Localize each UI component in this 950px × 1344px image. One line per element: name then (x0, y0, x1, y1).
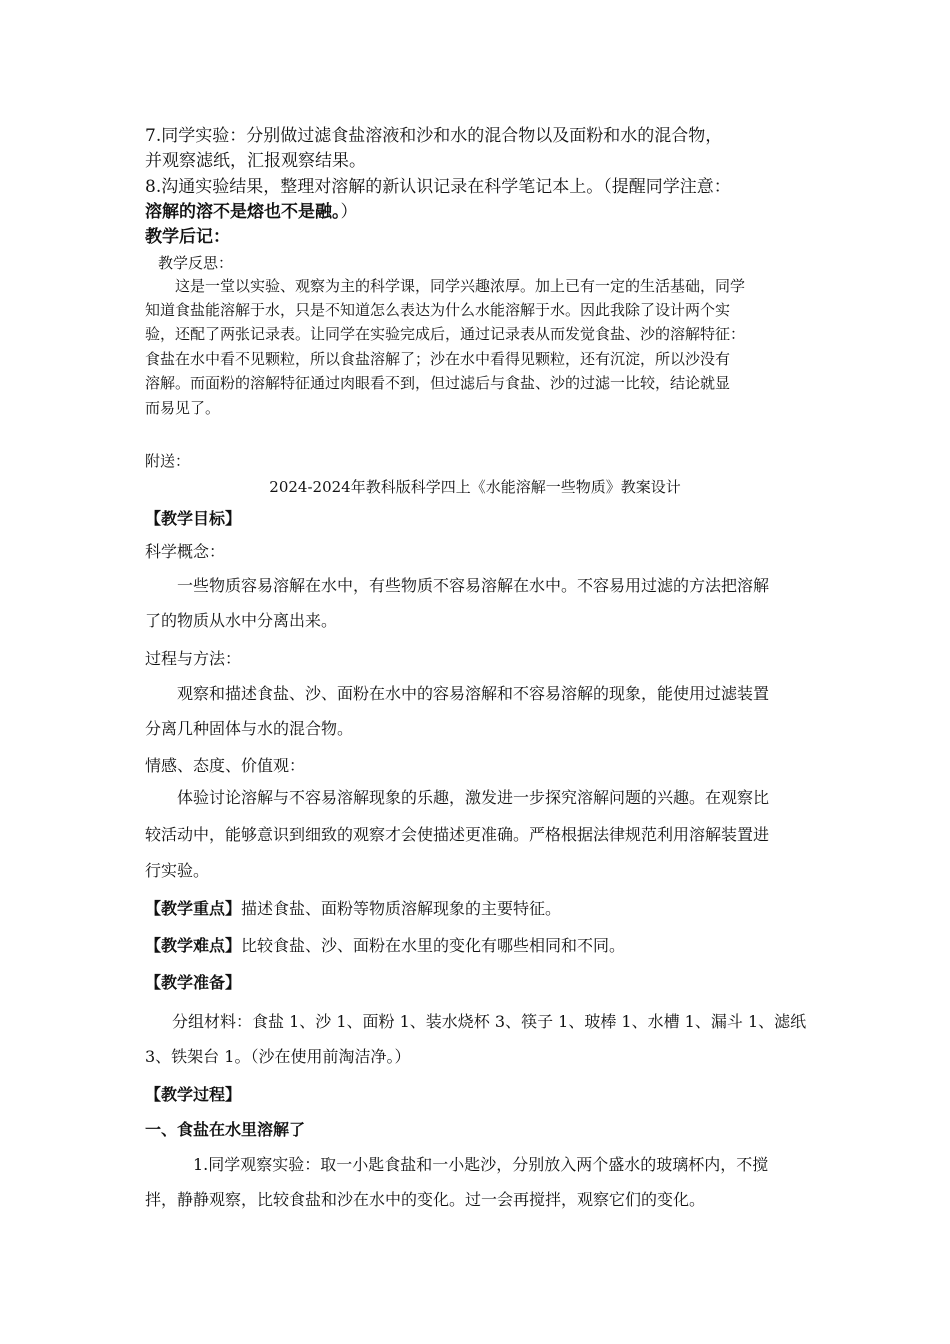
reflection-line: 知道食盐能溶解于水，只是不知道怎么表达为什么水能溶解于水。因此我除了设计两个实 (145, 301, 731, 319)
document-title: 2024-2024年教科版科学四上《水能溶解一些物质》教案设计 (269, 478, 681, 496)
difficulty-line (145, 936, 625, 956)
concept-line: 了的物质从水中分离出来。 (145, 611, 338, 630)
concept-label: 科学概念： (145, 542, 226, 561)
item-8-line-1: 8.沟通实验结果，整理对溶解的新认识记录在科学笔记本上。（提醒同学注意： (145, 177, 731, 197)
concept-line: 一些物质容易溶解在水中，有些物质不容易溶解在水中。不容易用过滤的方法把溶解 (177, 576, 770, 595)
step-1-line: 1.同学观察实验：取一小匙食盐和一小匙沙，分别放入两个盛水的玻璃杯内，不搅 (193, 1155, 769, 1174)
item-8-tail: ） (340, 202, 358, 222)
difficulty-text: 比较食盐、沙、面粉在水里的变化有哪些相同和不同。 (241, 936, 626, 955)
reflection-heading: 教学反思： (158, 254, 234, 272)
reflection-line: 溶解。而面粉的溶解特征通过肉眼看不到，但过滤后与食盐、沙的过滤一比较，结论就显 (145, 374, 731, 392)
reflection-line: 这是一堂以实验、观察为主的科学课，同学兴趣浓厚。加上已有一定的生活基础，同学 (175, 277, 746, 295)
section-1-title: 一、食盐在水里溶解了 (145, 1120, 306, 1139)
attitude-line: 较活动中，能够意识到细致的观察才会使描述更准确。严格根据法律规范利用溶解装置进 (145, 825, 770, 844)
reflection-line: 而易见了。 (145, 399, 221, 417)
process-line: 观察和描述食盐、沙、面粉在水中的容易溶解和不容易溶解的现象，能使用过滤装置 (177, 684, 770, 703)
process-label: 过程与方法： (145, 649, 242, 668)
attitude-line: 体验讨论溶解与不容易溶解现象的乐趣，激发进一步探究溶解问题的兴趣。在观察比 (177, 788, 770, 807)
key-point-text: 描述食盐、面粉等物质溶解现象的主要特征。 (241, 899, 562, 918)
reflection-line: 验，还配了两张记录表。让同学在实验完成后，通过记录表从而发觉食盐、沙的溶解特征： (145, 325, 746, 343)
process-line: 分离几种固体与水的混合物。 (145, 719, 354, 738)
key-point-label: 【教学重点】 (145, 899, 242, 918)
postscript-heading: 教学后记： (145, 227, 230, 247)
item-8-emphasis: 溶解的溶不是熔也不是融。 (145, 202, 341, 222)
process-heading: 【教学过程】 (145, 1085, 242, 1104)
reflection-line: 食盐在水中看不见颗粒，所以食盐溶解了；沙在水中看得见颗粒，还有沉淀，所以沙没有 (145, 350, 731, 368)
item-7-line-2: 并观察滤纸，汇报观察结果。 (145, 151, 366, 171)
preparation-line: 分组材料：食盐 1、沙 1、面粉 1、装水烧杯 3、筷子 1、玻棒 1、水槽 1、漏斗 1、滤纸 (172, 1012, 807, 1031)
preparation-heading: 【教学准备】 (145, 973, 242, 992)
attitude-label: 情感、态度、价值观： (145, 756, 306, 775)
step-1-line: 拌，静静观察，比较食盐和沙在水中的变化。过一会再搅拌，观察它们的变化。 (145, 1190, 706, 1209)
difficulty-label: 【教学难点】 (145, 936, 242, 955)
item-7-line-1: 7.同学实验：分别做过滤食盐溶液和沙和水的混合物以及面粉和水的混合物， (145, 126, 723, 146)
objectives-heading: 【教学目标】 (145, 509, 242, 528)
attachment-label: 附送： (145, 452, 191, 470)
item-8-line-2 (145, 202, 358, 222)
key-point-line (145, 899, 561, 919)
preparation-line: 3、铁架台 1。（沙在使用前淘洁净。） (145, 1047, 411, 1066)
attitude-line: 行实验。 (145, 861, 210, 880)
